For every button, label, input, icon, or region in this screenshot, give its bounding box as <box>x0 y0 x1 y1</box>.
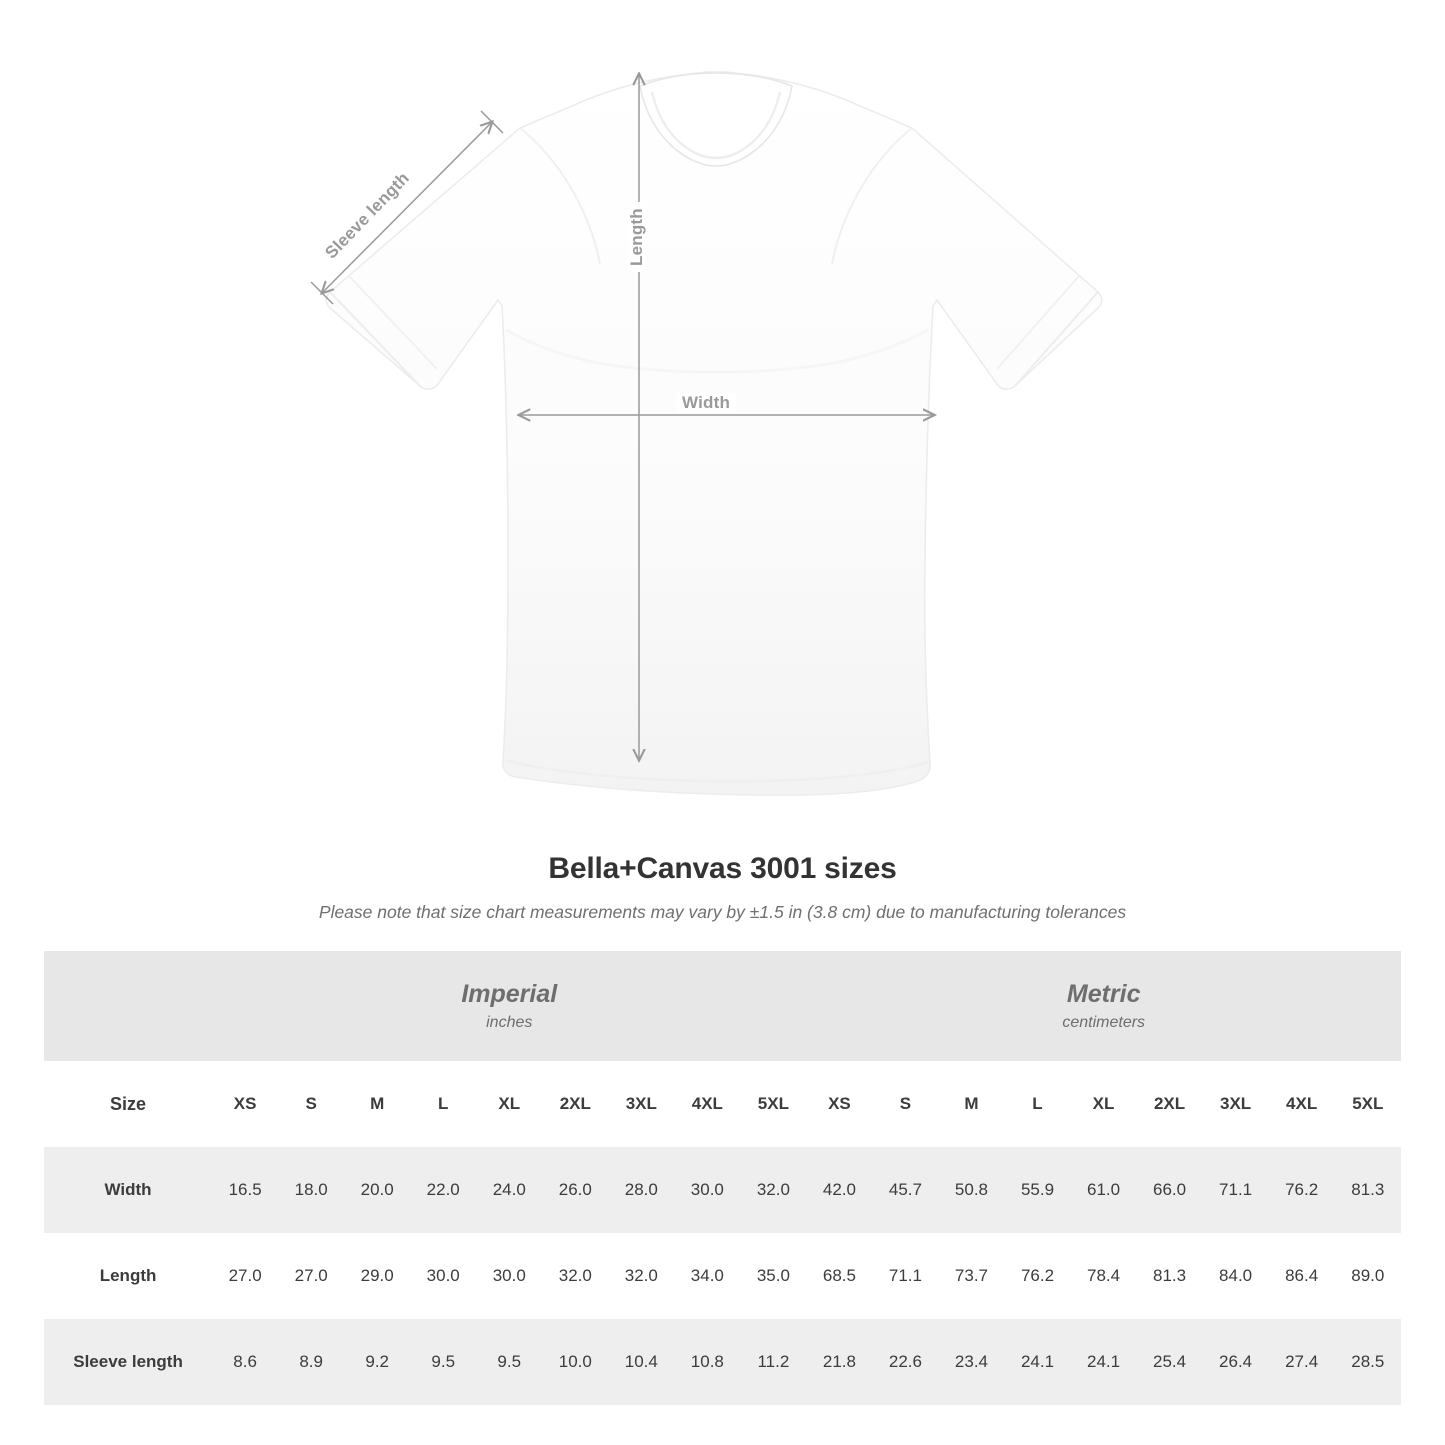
size-header-metric-4xl: 4XL <box>1269 1061 1335 1147</box>
sleeve-metric-5xl: 28.5 <box>1335 1319 1401 1405</box>
unit-header-spacer <box>44 951 212 1061</box>
table-row <box>44 1233 1401 1319</box>
length-imperial-xs: 27.0 <box>212 1233 278 1319</box>
sleeve-metric-m: 23.4 <box>938 1319 1004 1405</box>
tolerance-note: Please note that size chart measurements may vary by ±1.5 in (3.8 cm) due to manufacturing tolerances <box>318 902 1127 922</box>
size-header-imperial-2xl: 2XL <box>542 1061 608 1147</box>
width-imperial-4xl: 30.0 <box>674 1147 740 1233</box>
unit-header-row <box>44 951 1401 1061</box>
sleeve-imperial-xl: 9.5 <box>476 1319 542 1405</box>
imperial-unit-header <box>212 951 806 1061</box>
width-metric-3xl: 71.1 <box>1203 1147 1269 1233</box>
size-header-metric-m: M <box>938 1061 1004 1147</box>
width-imperial-xl: 24.0 <box>476 1147 542 1233</box>
size-header-imperial-m: M <box>344 1061 410 1147</box>
size-table-wrap <box>0 951 1445 1405</box>
length-metric-3xl: 84.0 <box>1203 1233 1269 1319</box>
length-metric-s: 71.1 <box>872 1233 938 1319</box>
sleeve-imperial-m: 9.2 <box>344 1319 410 1405</box>
length-metric-xl: 78.4 <box>1071 1233 1137 1319</box>
width-imperial-2xl: 26.0 <box>542 1147 608 1233</box>
width-metric-m: 50.8 <box>938 1147 1004 1233</box>
length-metric-5xl: 89.0 <box>1335 1233 1401 1319</box>
imperial-title: Imperial <box>461 980 558 1009</box>
sleeve-imperial-5xl: 11.2 <box>740 1319 806 1405</box>
size-header-metric-l: L <box>1004 1061 1070 1147</box>
width-dimension-label: Width <box>676 393 736 413</box>
width-metric-xl: 61.0 <box>1071 1147 1137 1233</box>
size-header-metric-2xl: 2XL <box>1137 1061 1203 1147</box>
sleeve-imperial-2xl: 10.0 <box>542 1319 608 1405</box>
size-header-metric-xs: XS <box>806 1061 872 1147</box>
size-header-imperial-xl: XL <box>476 1061 542 1147</box>
length-dimension-label: Length <box>627 202 647 272</box>
sleeve-metric-l: 24.1 <box>1004 1319 1070 1405</box>
sleeve-metric-3xl: 26.4 <box>1203 1319 1269 1405</box>
width-imperial-3xl: 28.0 <box>608 1147 674 1233</box>
sleeve-metric-s: 22.6 <box>872 1319 938 1405</box>
width-metric-5xl: 81.3 <box>1335 1147 1401 1233</box>
length-imperial-m: 29.0 <box>344 1233 410 1319</box>
length-metric-2xl: 81.3 <box>1137 1233 1203 1319</box>
length-metric-l: 76.2 <box>1004 1233 1070 1319</box>
size-header-imperial-xs: XS <box>212 1061 278 1147</box>
width-metric-l: 55.9 <box>1004 1147 1070 1233</box>
length-imperial-xl: 30.0 <box>476 1233 542 1319</box>
sleeve-metric-xs: 21.8 <box>806 1319 872 1405</box>
title-block <box>0 852 1445 923</box>
width-imperial-l: 22.0 <box>410 1147 476 1233</box>
row-label-width: Width <box>44 1147 212 1233</box>
width-imperial-xs: 16.5 <box>212 1147 278 1233</box>
width-metric-xs: 42.0 <box>806 1147 872 1233</box>
sleeve-metric-4xl: 27.4 <box>1269 1319 1335 1405</box>
length-imperial-3xl: 32.0 <box>608 1233 674 1319</box>
length-metric-4xl: 86.4 <box>1269 1233 1335 1319</box>
metric-subtitle: centimeters <box>1062 1013 1146 1031</box>
size-header-imperial-5xl: 5XL <box>740 1061 806 1147</box>
sleeve-metric-2xl: 25.4 <box>1137 1319 1203 1405</box>
width-metric-2xl: 66.0 <box>1137 1147 1203 1233</box>
row-label-sleeve-length: Sleeve length <box>44 1319 212 1405</box>
sleeve-imperial-l: 9.5 <box>410 1319 476 1405</box>
length-imperial-5xl: 35.0 <box>740 1233 806 1319</box>
length-metric-m: 73.7 <box>938 1233 1004 1319</box>
size-table <box>44 951 1401 1405</box>
table-row <box>44 1147 1401 1233</box>
length-imperial-l: 30.0 <box>410 1233 476 1319</box>
size-header-row <box>44 1061 1401 1147</box>
width-imperial-s: 18.0 <box>278 1147 344 1233</box>
size-header-metric-3xl: 3XL <box>1203 1061 1269 1147</box>
size-header-imperial-s: S <box>278 1061 344 1147</box>
length-imperial-2xl: 32.0 <box>542 1233 608 1319</box>
table-row <box>44 1319 1401 1405</box>
page-title: Bella+Canvas 3001 sizes <box>548 852 897 885</box>
width-metric-s: 45.7 <box>872 1147 938 1233</box>
size-header-metric-s: S <box>872 1061 938 1147</box>
length-metric-xs: 68.5 <box>806 1233 872 1319</box>
size-header-metric-5xl: 5XL <box>1335 1061 1401 1147</box>
metric-title: Metric <box>1066 980 1141 1009</box>
metric-unit-header <box>806 951 1401 1061</box>
length-imperial-s: 27.0 <box>278 1233 344 1319</box>
size-header-metric-xl: XL <box>1071 1061 1137 1147</box>
sleeve-imperial-3xl: 10.4 <box>608 1319 674 1405</box>
sleeve-imperial-4xl: 10.8 <box>674 1319 740 1405</box>
sleeve-imperial-s: 8.9 <box>278 1319 344 1405</box>
width-imperial-5xl: 32.0 <box>740 1147 806 1233</box>
imperial-subtitle: inches <box>486 1013 533 1031</box>
sleeve-length-dimension-label: Sleeve length <box>321 168 414 263</box>
width-imperial-m: 20.0 <box>344 1147 410 1233</box>
width-metric-4xl: 76.2 <box>1269 1147 1335 1233</box>
length-imperial-4xl: 34.0 <box>674 1233 740 1319</box>
size-header-imperial-l: L <box>410 1061 476 1147</box>
size-header-imperial-3xl: 3XL <box>608 1061 674 1147</box>
row-label-length: Length <box>44 1233 212 1319</box>
sleeve-imperial-xs: 8.6 <box>212 1319 278 1405</box>
sleeve-metric-xl: 24.1 <box>1071 1319 1137 1405</box>
size-header-imperial-4xl: 4XL <box>674 1061 740 1147</box>
size-header-label: Size <box>44 1061 212 1147</box>
